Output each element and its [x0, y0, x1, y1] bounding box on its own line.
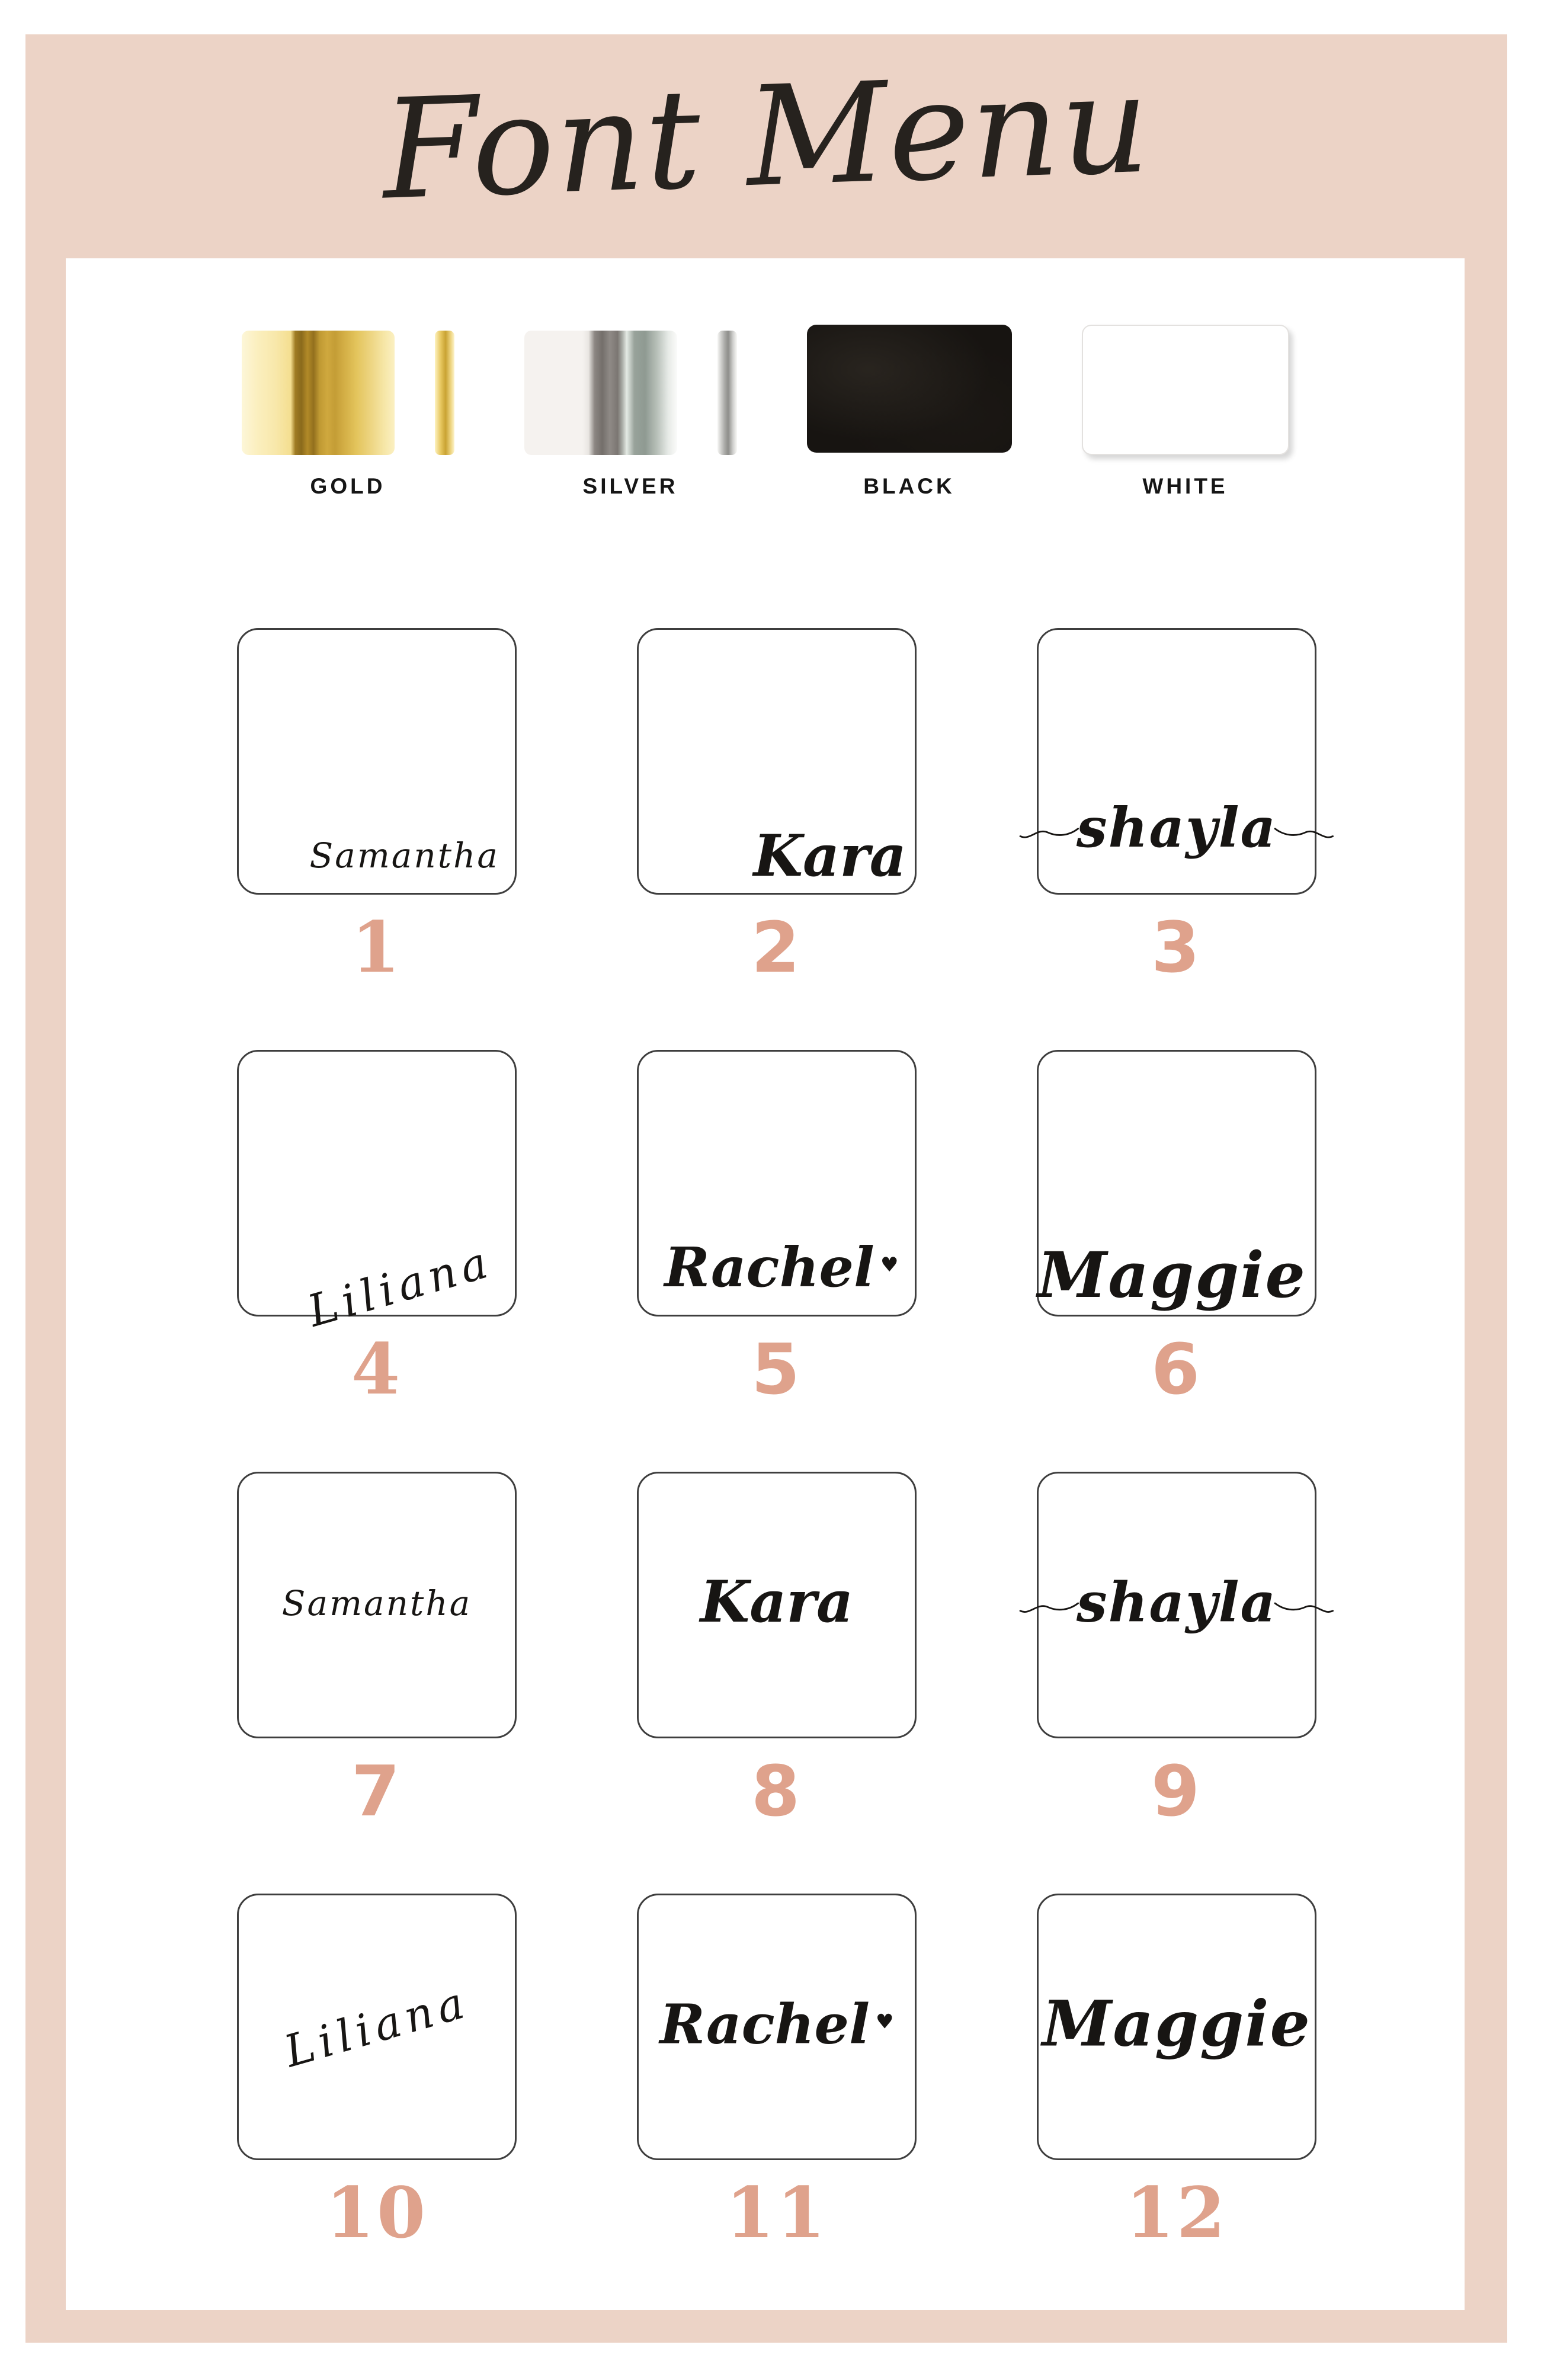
sample-name: Samantha — [309, 835, 499, 876]
font-sample-text — [1022, 1570, 1331, 1635]
font-sample-text — [278, 1976, 475, 2078]
font-sample-box — [1037, 1472, 1316, 1738]
sample-name: Kara — [753, 822, 906, 889]
font-sample-box — [637, 1894, 917, 2160]
font-option-9 — [1037, 1472, 1316, 1894]
font-sample-box — [637, 1472, 917, 1738]
font-number-label: 11 — [725, 2171, 828, 2254]
font-sample-text — [281, 1583, 472, 1624]
font-sample-text — [753, 822, 906, 889]
font-sample-box — [1037, 1894, 1316, 2160]
font-option-10 — [237, 1894, 517, 2315]
white-swatch-block — [1082, 325, 1289, 455]
font-number-label: 2 — [751, 906, 803, 988]
color-swatch-row — [66, 325, 1465, 497]
font-number-label: 5 — [751, 1328, 803, 1410]
swatch-label-gold: GOLD — [310, 474, 386, 498]
swatch-label-silver: SILVER — [582, 474, 678, 498]
sample-name: Kara — [700, 1568, 854, 1636]
gold-foil-main — [242, 331, 395, 455]
font-sample-text — [309, 835, 500, 876]
swatch-white — [1082, 325, 1289, 497]
font-sample-text — [1022, 796, 1331, 860]
font-number-label: 4 — [351, 1328, 403, 1410]
font-sample-box — [637, 628, 917, 895]
swash-left-decoration — [1018, 822, 1080, 843]
sample-name: Maggie — [1037, 1238, 1306, 1312]
heart-icon: ♥ — [876, 2010, 894, 2034]
silver-foil-swatch — [524, 325, 737, 460]
swash-right-decoration — [1273, 1596, 1335, 1617]
sample-name: Maggie — [1042, 1986, 1311, 2061]
font-sample-box — [1037, 1050, 1316, 1316]
font-sample-text — [1042, 1986, 1311, 2061]
font-option-8 — [637, 1472, 917, 1894]
font-option-1 — [237, 628, 517, 1050]
sample-name: shayla — [1076, 1570, 1277, 1635]
font-sample-text — [659, 1992, 894, 2057]
font-option-4 — [237, 1050, 517, 1472]
sample-name: Liliana — [302, 1236, 498, 1337]
sample-name: Rachel — [659, 1992, 870, 2057]
swash-left-decoration — [1018, 1596, 1080, 1617]
sample-name: Liliana — [278, 1976, 475, 2078]
swatch-silver — [524, 325, 737, 497]
font-option-5 — [637, 1050, 917, 1472]
swash-right-decoration — [1273, 822, 1335, 843]
gold-foil-stripe — [435, 331, 454, 455]
gold-foil-swatch — [242, 325, 454, 460]
font-sample-box — [237, 1472, 517, 1738]
silver-foil-main — [524, 331, 677, 455]
font-option-2 — [637, 628, 917, 1050]
white-swatch — [1082, 325, 1289, 460]
font-option-3 — [1037, 628, 1316, 1050]
font-number-label: 3 — [1151, 906, 1203, 988]
font-number-label: 8 — [751, 1750, 803, 1832]
font-number-label: 10 — [325, 2171, 428, 2254]
silver-foil-gap — [677, 331, 717, 455]
swatch-label-black: BLACK — [863, 474, 955, 498]
swatch-label-white: WHITE — [1142, 474, 1228, 498]
sample-name: shayla — [1076, 796, 1277, 860]
font-sample-text — [700, 1568, 854, 1636]
font-number-label: 12 — [1125, 2171, 1228, 2254]
gold-foil-gap — [395, 331, 435, 455]
font-option-11 — [637, 1894, 917, 2315]
font-option-7 — [237, 1472, 517, 1894]
font-sample-text — [302, 1236, 498, 1337]
sample-name: Rachel — [664, 1235, 874, 1299]
pink-frame — [25, 34, 1507, 2343]
font-option-6 — [1037, 1050, 1316, 1472]
black-swatch-block — [807, 325, 1012, 453]
font-sample-box — [237, 628, 517, 895]
font-sample-box — [237, 1050, 517, 1337]
content-panel — [66, 258, 1465, 2310]
font-sample-text — [664, 1235, 899, 1299]
font-sample-box — [1037, 628, 1316, 895]
swatch-gold — [242, 325, 454, 497]
font-option-12 — [1037, 1894, 1316, 2315]
black-swatch — [807, 325, 1012, 460]
page-title: Font Menu — [380, 43, 1153, 230]
font-number-label: 7 — [351, 1750, 403, 1832]
font-number-label: 6 — [1151, 1328, 1203, 1410]
font-grid — [237, 628, 1316, 2315]
swatch-black — [807, 325, 1012, 497]
font-sample-box — [237, 1894, 517, 2160]
font-number-label: 9 — [1151, 1750, 1203, 1832]
font-number-label: 1 — [351, 906, 403, 988]
heart-icon: ♥ — [880, 1253, 899, 1277]
silver-foil-stripe — [717, 331, 737, 455]
font-sample-box — [637, 1050, 917, 1316]
font-sample-text — [1037, 1238, 1306, 1312]
sample-name: Samantha — [281, 1583, 472, 1624]
